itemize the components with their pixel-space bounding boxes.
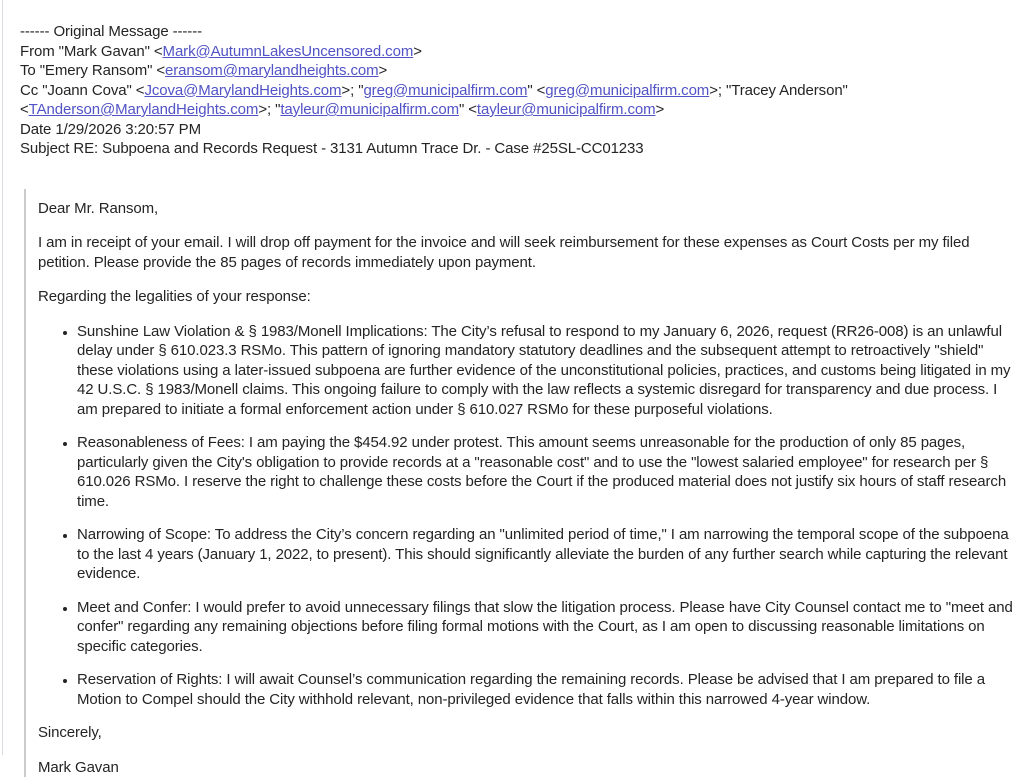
email-link[interactable]: tayleur@municipalfirm.com [477,101,656,118]
header-line-separator [20,22,1004,42]
closing: Sincerely, [38,723,1014,743]
quoted-message-header [0,0,1024,159]
email-link[interactable]: greg@municipalfirm.com [363,82,527,99]
bullet-item: • Reservation of Rights: I will await Counsel’s communication regarding the remaining records. Please be advised that I am prepared to file a Motion to Compel should the City withhold relevant, non-privileged evidence that falls within this narrowed 4-year window. [77,670,1014,709]
email-link[interactable]: greg@municipalfirm.com [545,82,709,99]
header-text: > [656,101,665,118]
quoted-message-body [24,189,1016,777]
bullet-item: • Meet and Confer: I would prefer to avoid unnecessary filings that slow the litigation process. Please have City Counsel contact me to "meet and confer" regarding any remaining objections before filing formal motions with the Court, as I am open to discussing reasonable limitations on specific categories. [77,598,1014,657]
header-text: > [379,62,388,79]
email-link[interactable]: TAnderson@MarylandHeights.com [29,101,259,118]
signature-name: Mark Gavan [38,758,1014,777]
header-text: > [413,43,422,60]
email-link[interactable]: eransom@marylandheights.com [165,62,378,79]
header-text: Subject RE: Subpoena and Records Request - 3131 Autumn Trace Dr. - Case #25SL-CC01233 [20,140,644,157]
header-text: " < [459,101,477,118]
header-text: From "Mark Gavan" < [20,43,163,60]
bullet-list [38,322,1014,710]
header-line-to [20,61,1004,81]
window-left-border [2,0,3,755]
header-text: To "Emery Ransom" < [20,62,165,79]
header-line-cc-line-2 [20,100,1004,120]
header-line-date [20,120,1004,140]
email-link[interactable]: Jcova@MarylandHeights.com [144,82,341,99]
paragraph-legalities: Regarding the legalities of your response: [38,287,1014,307]
email-link[interactable]: Mark@AutumnLakesUncensored.com [163,43,414,60]
bullet-item: • Narrowing of Scope: To address the City’s concern regarding an "unlimited period of time," I am narrowing the temporal scope of the subpoena to the last 4 years (January 1, 2022, to present). This should significantly alleviate the burden of any further search while capturing the relevant evidence. [77,525,1014,584]
header-text: Cc "Joann Cova" < [20,82,144,99]
header-line-cc-line-1 [20,81,1004,101]
bullet-item: • Sunshine Law Violation & § 1983/Monell Implications: The City’s refusal to respond to my January 6, 2026, request (RR26-008) is an unlawful delay under § 610.023.3 RSMo. This pattern of ignoring mandatory statutory deadlines and the subsequent attempt to retroactively "shield" these violations using a later-issued subpoena are further evidence of the unconstitutional policies, practices, and customs being litigated in my 42 U.S.C. § 1983/Monell claims. This ongoing failure to comply with the law reflects a systemic disregard for transparency and due process. I am prepared to initiate a formal enforcement action under § 610.027 RSMo for these purposeful violations. [77,322,1014,420]
header-text: >; "Tracey Anderson" [709,82,848,99]
bullet-item: • Reasonableness of Fees: I am paying the $454.92 under protest. This amount seems unreasonable for the production of only 85 pages, particularly given the City's obligation to provide records at a "reasonable cost" and to use the "lowest salaried employee" for research per § 610.026 RSMo. I reserve the right to challenge these costs before the Court if the produced material does not justify six hours of staff research time. [77,433,1014,511]
header-text: " < [527,82,545,99]
header-text: >; " [341,82,363,99]
header-text: ------ Original Message ------ [20,23,202,40]
email-link[interactable]: tayleur@municipalfirm.com [280,101,459,118]
header-line-from [20,42,1004,62]
header-text: >; " [258,101,280,118]
header-line-subject [20,139,1004,159]
header-text: < [20,101,29,118]
greeting: Dear Mr. Ransom, [38,199,1014,219]
header-text: Date 1/29/2026 3:20:57 PM [20,121,201,138]
paragraph-receipt: I am in receipt of your email. I will drop off payment for the invoice and will seek reimbursement for these expenses as Court Costs per my filed petition. Please provide the 85 pages of records immediately upon payment. [38,233,1014,272]
